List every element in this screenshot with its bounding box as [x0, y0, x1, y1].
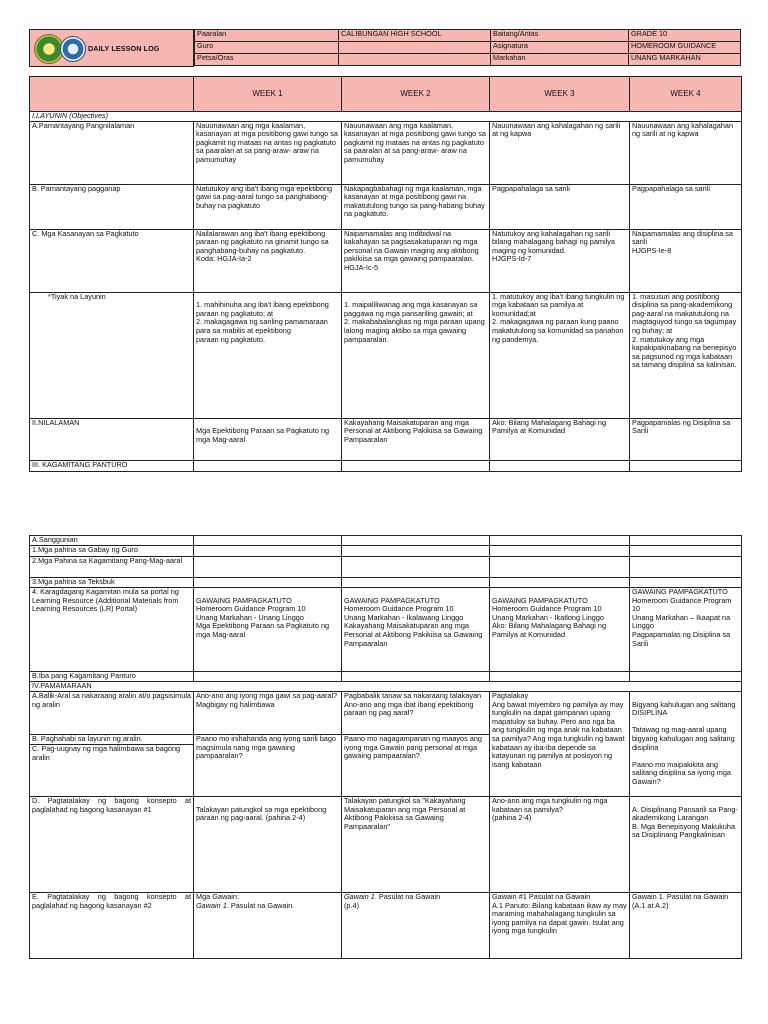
row-pagtatalakay-1: [30, 797, 742, 893]
week-2-header: WEEK 2: [342, 77, 490, 112]
cell-week-2: Nauunawaan ang mga kaalaman, kasanayan at mga positibong gawi tungo sa pagkamit ng mataas na antas ng pagkatuto sa paaralan at sa pang-araw- araw na pamumuhay: [342, 121, 490, 184]
gawain-1-italic: Gawain 1: [344, 892, 375, 901]
row-layunin: [30, 112, 742, 122]
cell-week-2: Talakayan patungkol sa "Kakayahang Maisakatuparan ang mga Personal at Aktibong Pakikiisa sa Gawaing Pampaaralan": [342, 797, 490, 893]
cell-week-1: Nailalarawan ang iba't ibang epektibong paraan ng pagkatuto na ginamit tungo sa panghabang-buhay na pagkatuto. Koda: HGJA-Ia-2: [194, 229, 342, 292]
pamamaraan-section-label: IV.PAMAMARAAN: [30, 682, 742, 692]
cell-week-4: Naipamamalas ang disiplina sa sarili HJGPS-Ie-8: [630, 229, 742, 292]
cell-week-4: Gawain 1. Pasulat na Gawain (A.1 at A.2): [630, 893, 742, 959]
row-label: B. Pamantayang pagganap: [30, 184, 194, 229]
row-label: D. Pagtatalakay ng bagong konsepto at paglalahad ng bagong kasanayan #1: [30, 797, 194, 893]
cell-week-2: Paano mo nagagampanan ng maayos ang iyong mga Gawain pang personal at mga gawaing pampaaralan?: [342, 735, 490, 797]
row-label: A.Pamantayang Pangnilalaman: [30, 121, 194, 184]
value-baitang: GRADE 10: [629, 30, 741, 42]
cell-week-4: Bigyang kahulugan ang salitang DISIPLINA Tatawag ng mag-aaral upang bigyang kahulugan ang salitang disiplina Paano mo maipakikita ang salitang disiplina sa iyong mga Gawain?: [630, 692, 742, 797]
week-header-row: [30, 77, 742, 112]
daily-lesson-log-title: DAILY LESSON LOG: [88, 44, 160, 53]
school-seal-icon: [60, 36, 86, 62]
gawain-1-italic: Gawain 1: [196, 900, 227, 910]
header-row-guro: [195, 42, 741, 54]
cell-week-1: 1. mahihinuha ang iba't ibang epektibong paraan ng pagkatuto; at 2. makagagawa ng sariling pamamaraan para sa mabilis at epektibong paraan ng pagkatuto.: [194, 292, 342, 418]
gawain-1-desc: . Pasulat na Gawain (p.4): [344, 892, 441, 910]
row-label: C. Pag-uugnay ng mga halimbawa sa bagong aralin: [30, 745, 194, 797]
row-label: E. Pagtatalakay ng bagong konsepto at paglalahad ng bagong kasanayan #2: [30, 893, 194, 959]
cell-week-3: Gawain #1 Pasulat na Gawain A.1 Panuto: Bilang kabataan ikaw ay may maraming mahahalagang tungkulin sa iyong pamilya na dapat gawin. Isulat ang iyong mga tungkulin: [490, 893, 630, 959]
row-sanggunian: [30, 536, 742, 546]
row-label: A.Balik-Aral sa nakaraang aralin at/o pagsisimula ng aralin: [30, 692, 194, 735]
row-pamamaraan: [30, 682, 742, 692]
label-markahan: Markahan: [491, 54, 629, 66]
lesson-table-part-1: [29, 76, 742, 472]
row-label: III. KAGAMITANG PANTURO: [30, 460, 194, 471]
row-gabay-ng-guro: [30, 546, 742, 557]
mga-gawain-label: Mga Gawain:: [196, 892, 239, 901]
row-label: B. Paghahabi sa layunin ng aralin.: [30, 735, 194, 745]
value-guro: [339, 42, 491, 54]
label-petsa: Petsa/Oras: [195, 54, 339, 66]
row-label: A.Sanggunian: [30, 536, 194, 546]
cell-week-1: Paano mo inihahanda ang iyong sarili bago magsimula nang mga gawaing pampaaralan?: [194, 735, 342, 797]
row-balik-aral: [30, 692, 742, 735]
layunin-section-label: I.LAYUNIN (Objectives): [30, 112, 742, 122]
cell-week-1: Ano-ano ang iyong mga gawi sa pag-aaral? Magbigay ng halimbawa: [194, 692, 342, 735]
label-baitang: Baitang/Antas: [491, 30, 629, 42]
lesson-table-part-2: [29, 535, 742, 959]
value-markahan: UNANG MARKAHAN: [629, 54, 741, 66]
row-label: II.NILALAMAN: [30, 418, 194, 460]
header-row-paaralan: [195, 30, 741, 42]
cell-week-4: Pagpapahalaga sa sarili: [630, 184, 742, 229]
label-guro: Guro: [195, 42, 339, 54]
row-label: B.Iba pang Kagamitang Panturo: [30, 672, 194, 682]
cell-week-2: Pagbabalik tanaw sa nakaraang talakayan Ano-ano ang mga ibat ibang epektibong paraan ng pag aaral?: [342, 692, 490, 735]
cell-week-1: Mga Epektibong Paraan sa Pagkatuto ng mga Mag-aaral: [194, 418, 342, 460]
row-tiyak-na-layunin: [30, 292, 742, 418]
cell-week-4: 1. masusuri ang positibong disiplina sa pang-akademikong pag-aaral na makatutulong na magtaguyod tungo sa tagumpay ng buhay; at 2. matutukoy ang mga kapakipakinabang na benepisyo sa pagsunod ng mga kabataan sa tamang disiplina sa kalinisan.: [630, 292, 742, 418]
row-kagamitang-panturo: [30, 460, 742, 471]
row-iba-pang-kagamitan: [30, 672, 742, 682]
cell-week-4: A. Disiplinang Pansarili sa Pang-akademikong Larangan B. Mga Benepisyong Makukuha sa Disiplinang Pangkalinisan: [630, 797, 742, 893]
cell-week-3: 1. matutukoy ang iba't ibang tungkulin ng mga kabataan sa pamilya at komunidad;at 2. makagagawa ng paraan kung paano makatutulong sa komunidad sa panahon ng pandemya.: [490, 292, 630, 418]
value-paaralan: CALIBUNGAN HIGH SCHOOL: [339, 30, 491, 42]
label-asignatura: Asignatura: [491, 42, 629, 54]
cell-week-4: GAWAING PAMPAGKATUTO Homeroom Guidance Program 10 Unang Markahan – Ikaapat na Linggo Pagpapamalas ng Disiplina sa Sarili: [630, 588, 742, 672]
row-kagamitang-pang-mag-aaral: [30, 557, 742, 578]
cell-week-2: 1. maipaliliwanag ang mga kasanayan sa paggawa ng mga pansariling gawain; at 2. makababalangkas ng mga paraan upang lalong maging aktibo sa mga gawaing pampaaralan.: [342, 292, 490, 418]
cell-week-4: Pagpapamalas ng Disiplina sa Sarili: [630, 418, 742, 460]
row-label: 4. Karagdagang Kagamitan mula sa portal ng Learning Resource (Additional Materials from Learning Resources (LR) Portal): [30, 588, 194, 672]
cell-week-3: Ano-ano ang mga tungkulin ng mga kabataan sa pamilya? (pahina 2-4): [490, 797, 630, 893]
cell-week-3: GAWAING PAMPAGKATUTO Homeroom Guidance Program 10 Unang Markahan - Ikatlong Linggo Ako: Bilang Mahalagang Bahagi ng Pamilya at Komunidad: [490, 588, 630, 672]
week-1-header: WEEK 1: [194, 77, 342, 112]
cell-week-3: Pagpapahalaga sa sarili: [490, 184, 630, 229]
row-pamantayang-pangnilalaman: [30, 121, 742, 184]
row-mga-kasanayan: [30, 229, 742, 292]
header-row-petsa: [195, 54, 741, 66]
cell-week-1: [194, 893, 342, 959]
cell-week-3: Pagtalakay Ang bawat miyembro ng pamilya ay may tungkulin na dapat gampanan upang mapatuloy sa buhay. Pero ano nga ba ang tungkulin ng mga anak na kabataan sa pamilya? Ang mga tungkulin ng bawat kabataan ay iba-iba depende sa katayunan ng pamilya at posisyon ng isang kabataan: [490, 692, 630, 797]
value-asignatura: HOMEROOM GUIDANCE: [629, 42, 741, 54]
gawain-1-desc: . Pasulat na Gawain.: [226, 900, 295, 910]
cell-week-2: Nakapagbabahagi ng mga kaalaman, mga kasanayan at mga positibong gawi na makatutulong tungo sa pang-habang buhay na pagkatuto.: [342, 184, 490, 229]
cell-week-3: Nauunawaan ang kahalagahan ng sarili at ng kapwa: [490, 121, 630, 184]
row-pamantayang-pagganap: [30, 184, 742, 229]
cell-week-2: GAWAING PAMPAGKATUTO Homeroom Guidance Program 10 Unang Markahan - Ikalawang Linggo Kakayahang Maisakatuparan ang mga Personal at Aktibong Pakikiisa sa Gawaing Pampaaralan: [342, 588, 490, 672]
header-info-table: [194, 29, 741, 66]
cell-week-1: GAWAING PAMPAGKATUTO Homeroom Guidance Program 10 Unang Markahan - Unang Linggo Mga Epektibong Paraan sa Pagkatuto ng mga Mag-aaral: [194, 588, 342, 672]
cell-week-1: Talakayan patungkol sa mga epektibong paraan ng pag-aaral. (pahina 2-4): [194, 797, 342, 893]
row-karagdagang-kagamitan: [30, 588, 742, 672]
cell-week-2: Kakayahang Maisakatuparan ang mga Personal at Aktibong Pakikiisa sa Gawaing Pampaaralan: [342, 418, 490, 460]
label-paaralan: Paaralan: [195, 30, 339, 42]
cell-week-2: [342, 893, 490, 959]
row-pagtatalakay-2: [30, 893, 742, 959]
row-label: 2.Mga Pahina sa Kagamitang Pang-Mag-aaral: [30, 557, 194, 578]
week-4-header: WEEK 4: [630, 77, 742, 112]
value-petsa: [339, 54, 491, 66]
cell-week-1: Nauunawaan ang mga kaalaman, kasanayan at mga positibong gawi tungo sa pagkamit ng mataas na antas ng pagkatuto sa paaralan at sa pang-araw- araw na pamumuhay: [194, 121, 342, 184]
cell-week-1: Natutukoy ang iba't ibang mga epektibong gawi sa pag-aaral tungo sa panghabang- buhay na pagkatuto: [194, 184, 342, 229]
week-3-header: WEEK 3: [490, 77, 630, 112]
row-label: 3.Mga pahina sa Teksbuk: [30, 578, 194, 588]
row-teksbuk: [30, 578, 742, 588]
cell-week-3: Ako: Bilang Mahalagang Bahagi ng Pamilya at Komunidad: [490, 418, 630, 460]
row-label: 1.Mga pahina sa Gabay ng Guro: [30, 546, 194, 557]
school-logo-box: [29, 29, 194, 67]
cell-week-4: Nauunawaan ang kahalagahan ng sarili at ng kapwa: [630, 121, 742, 184]
row-label: C. Mga Kasanayan sa Pagkatuto: [30, 229, 194, 292]
cell-week-3: Natutukoy ang kahalagahan ng sarili bilang mahalagang bahagi ng pamilya maging ng komunidad. HJGPS-Id-7: [490, 229, 630, 292]
header-blank-cell: [30, 77, 194, 112]
row-nilalaman: [30, 418, 742, 460]
cell-week-2: Naipamamalas ang indibidwal na kakahayan sa pagsasakatuparan ng mga personal na Gawain maging ang aktibong pakikiisa sa mga gawaing pampaaralan. HGJA-Ic-5: [342, 229, 490, 292]
row-label: *Tiyak na Layunin: [30, 292, 194, 418]
